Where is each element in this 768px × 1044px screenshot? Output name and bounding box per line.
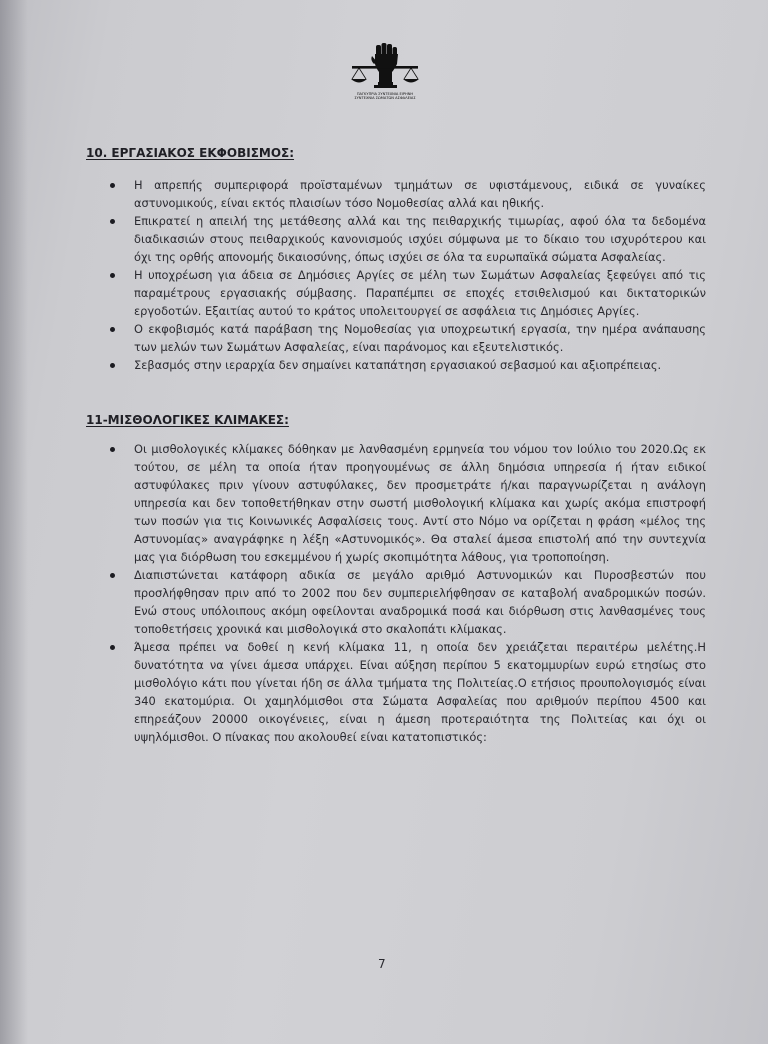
- list-item: [94, 212, 706, 266]
- list-item-text: Διαπιστώνεται κατάφορη αδικία σε μεγάλο αριθμό Αστυνομικών και Πυροσβεστών που προσλήφθησαν πριν από το 2002 που δεν συμπεριελήφθησαν σε καταβολή αναδρομικών ποσών. Ενώ στους υπόλοιπους ακόμη οφείλονται αναδρομικά ποσά και διόρθωση στις λανθασμένες τους τοποθετήσεις χρονικά και μισθολογικά στο σκαλοπάτι κλίμακας.: [134, 568, 706, 636]
- list-item-text: Οι μισθολογικές κλίμακες δόθηκαν με λανθασμένη ερμηνεία του νόμου τον Ιούλιο του 2020.Ως εκ τούτου, σε μέλη τα οποία ήταν προηγουμένως σε άλλη δημόσια υπηρεσία ή ήταν ειδικοί αστυφύλακες πριν γίνουν αστυφύλακες, δεν προσμετράτε ή/και παραγνωρίζεται η ανάλογη υπηρεσία και δεν τοποθετήθηκαν στην σωστή μισθολογική κλίμακα και χωρίς ακόμα επιστροφή των ποσών για τις Κοινωνικές Ασφαλίσεις τους. Αντί στο Νόμο να ορίζεται η φράση «μέλος της Αστυνομίας» αναγράφηκε η λέξη «Αστυνομικός». Θα σταλεί άμεσα επιστολή από την συντεχνία μας για διόρθωση του εσκεμμένου ή χωρίς σκοπιμότητα λάθους, για τροποποίηση.: [134, 442, 706, 564]
- list-item: [94, 440, 706, 566]
- bullet-icon: [110, 327, 115, 332]
- list-item-text: Σεβασμός στην ιεραρχία δεν σημαίνει καταπάτηση εργασιακού σεβασμού και αξιοπρέπειας.: [134, 358, 662, 372]
- logo-caption-line-1: ΠΑΓΚΥΠΡΙΑ ΣΥΝΤΕΧΝΙΑ ΕΙΡΗΝΗ: [356, 92, 414, 96]
- section-title-workplace-intimidation: 10. ΕΡΓΑΣΙΑΚΟΣ ΕΚΦΟΒΙΣΜΟΣ:: [86, 146, 295, 160]
- list-item: [94, 566, 706, 638]
- list-item-text: Άμεσα πρέπει να δοθεί η κενή κλίμακα 11, η οποία δεν χρειάζεται περαιτέρω μελέτης.Η δυνατότητα να γίνει άμεσα υπάρχει. Είναι αύξηση περίπου 5 εκατομμυρίων ευρώ ετησίως στο μισθολόγιο κάτι που γίνεται ήδη σε άλλα τμήματα της Πολιτείας.Ο ετήσιος προυπολογισμός είναι 340 εκατομύρια. Οι χαμηλόμισθοι στα Σώματα Ασφαλείας που αριθμούν περίπου 4500 και επηρεάζουν 20000 οικογένειες, είναι η άμεση προτεραιότητα της Πολιτείας και όχι οι υψηλόμισθοι. Ο πίνακας που ακολουθεί είναι κατατοπιστικός:: [134, 640, 706, 744]
- bullet-icon: [110, 573, 115, 578]
- bullet-icon: [110, 273, 115, 278]
- list-item: [94, 320, 706, 356]
- section-list-salary-scales: [94, 440, 706, 746]
- list-item-text: Η απρεπής συμπεριφορά προϊσταμένων τμημάτων σε υφιστάμενους, ειδικά σε γυναίκες αστυνομικούς, είναι εκτός πλαισίων τόσο Νομοθεσίας αλλά και ηθικής.: [134, 178, 706, 210]
- bullet-icon: [110, 447, 115, 452]
- page-edge-shadow: [0, 0, 28, 1044]
- bullet-icon: [110, 645, 115, 650]
- page-number: 7: [378, 957, 386, 971]
- logo-caption: [348, 92, 422, 101]
- bullet-icon: [110, 183, 115, 188]
- section-title-salary-scales: 11-ΜΙΣΘΟΛΟΓΙΚΕΣ ΚΛΙΜΑΚΕΣ:: [86, 413, 289, 427]
- list-item: [94, 356, 706, 374]
- logo-caption-line-2: ΣΥΝΤΕΧΝΙΑ ΣΩΜΑΤΩΝ ΑΣΦΑΛΕΙΑΣ: [354, 96, 416, 101]
- bullet-icon: [110, 219, 115, 224]
- list-item-text: Επικρατεί η απειλή της μετάθεσης αλλά και της πειθαρχικής τιμωρίας, αφού όλα τα δεδομένα διαδικασιών στους πειθαρχικούς κανονισμούς ισχύει σύμφωνα με το δίκαιο του ισχυρότερου και όχι της ορθής απονομής δικαιοσύνης, όπως ισχύει σε όλα τα ευρωπαϊκά σώματα Ασφαλείας.: [134, 214, 706, 264]
- bullet-icon: [110, 363, 115, 368]
- list-item-text: Η υποχρέωση για άδεια σε Δημόσιες Αργίες σε μέλη των Σωμάτων Ασφαλείας ξεφεύγει από τις παραμέτρους εργασιακής σύμβασης. Παραπέμπει σε εποχές ετσιθελισμού και δικτατορικών εργοδοτών. Εξαιτίας αυτού το κράτος υπολειτουργεί σε ασφάλεια τις Δημόσιες Αργίες.: [134, 268, 706, 318]
- list-item: [94, 176, 706, 212]
- list-item-text: Ο εκφοβισμός κατά παράβαση της Νομοθεσίας για υποχρεωτική εργασία, την ημέρα ανάπαυσης των μελών των Σωμάτων Ασφαλείας, είναι παράνομος και εξευτελιστικός.: [134, 322, 706, 354]
- list-item: [94, 266, 706, 320]
- section-list-workplace-intimidation: [94, 176, 706, 374]
- list-item: [94, 638, 706, 746]
